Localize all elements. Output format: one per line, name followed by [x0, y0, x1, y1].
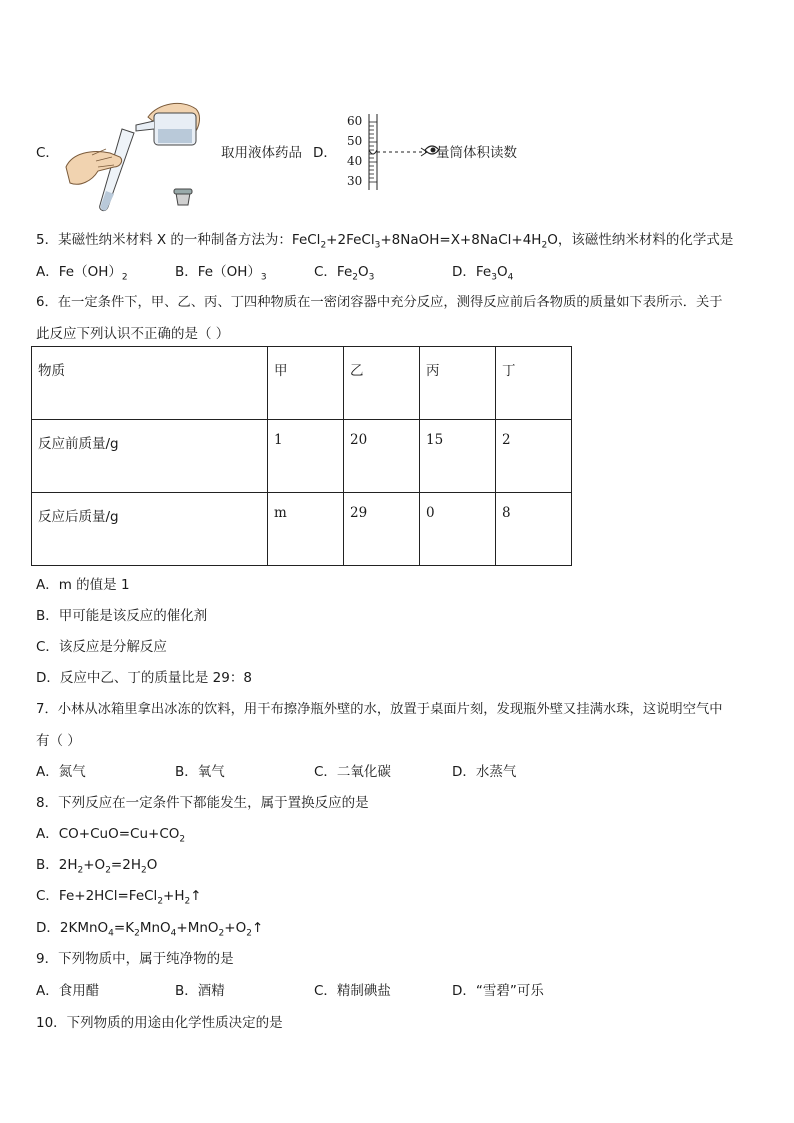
q5-option-b: B．$Fe(OH)_3$ [175, 264, 267, 283]
cylinder-tick-60: 60 [347, 114, 363, 128]
q4-optC-caption: 取用液体药品 [221, 145, 302, 161]
q7-option-a: A．氮气 [36, 764, 86, 780]
table-cell: 2 [496, 420, 572, 493]
q8-option-a: A．$CO+CuO=Cu+CO_2$ [36, 826, 186, 845]
q9-stem: 9．下列物质中，属于纯净物的是 [36, 951, 234, 967]
q8-option-c: C．$Fe+2HCl=FeCl_2+H_2↑$ [36, 888, 202, 907]
table-header-cell: 乙 [344, 347, 420, 420]
q6-option-a: A．m 的值是 1 [36, 577, 130, 593]
q6-stem-line1: 6．在一定条件下，甲、乙、丙、丁四种物质在一密闭容器中充分反应，测得反应前后各物质的质量如下表所示．关于 [36, 295, 723, 310]
q6-stem-line2: 此反应下列认识不正确的是（ ） [36, 326, 230, 342]
q6-option-c: C．该反应是分解反应 [36, 639, 167, 655]
q5-stem: 5．某磁性纳米材料 X 的一种制备方法为：$FeCl_2+2FeCl_3+8NaOH=X+8NaCl+4H_2O$，该磁性纳米材料的化学式是 [36, 232, 734, 251]
table-cell: 15 [420, 420, 496, 493]
table-header-cell: 物质 [32, 347, 268, 420]
q4-optC-label: C． [36, 145, 59, 161]
q7-stem-line1: 7．小林从冰箱里拿出冰冻的饮料，用干布擦净瓶外壁的水，放置于桌面片刻，发现瓶外壁又挂满水珠，这说明空气中 [36, 702, 723, 717]
table-cell: 29 [344, 493, 420, 566]
q4-optD-label: D． [313, 145, 337, 161]
cylinder-tick-30: 30 [347, 174, 363, 188]
table-header-cell: 丁 [496, 347, 572, 420]
table-row [32, 420, 572, 493]
table-cell: m [268, 493, 344, 566]
q7-stem-line2: 有（ ） [36, 733, 81, 749]
table-cell: 反应后质量/g [32, 493, 268, 566]
q9-option-a: A．食用醋 [36, 983, 100, 999]
q8-option-b: B．$2H_2+O_2=2H_2O$ [36, 857, 158, 876]
q8-stem: 8．下列反应在一定条件下都能发生，属于置换反应的是 [36, 795, 369, 811]
q5-option-c: C．$Fe_2O_3$ [314, 264, 375, 283]
pouring-liquid-figure [62, 95, 212, 215]
q5-option-a: A．$Fe(OH)_2$ [36, 264, 128, 283]
table-cell: 20 [344, 420, 420, 493]
q6-option-d: D．反应中乙、丁的质量比是 29：8 [36, 670, 252, 686]
q9-option-d: D．“雪碧”可乐 [452, 983, 544, 999]
q5-option-d: D．$Fe_3O_4$ [452, 264, 514, 283]
table-header-cell: 甲 [268, 347, 344, 420]
table-header-cell: 丙 [420, 347, 496, 420]
q9-option-b: B．酒精 [175, 983, 225, 999]
q7-option-c: C．二氧化碳 [314, 764, 391, 780]
cylinder-tick-50: 50 [347, 134, 363, 148]
table-row [32, 493, 572, 566]
mass-table [31, 346, 572, 566]
table-cell: 反应前质量/g [32, 420, 268, 493]
table-cell: 0 [420, 493, 496, 566]
table-cell: 8 [496, 493, 572, 566]
q4-optD-caption: 量筒体积读数 [436, 145, 517, 161]
q7-option-d: D．水蒸气 [452, 764, 517, 780]
q10-stem: 10．下列物质的用途由化学性质决定的是 [36, 1015, 283, 1031]
cylinder-tick-40: 40 [347, 154, 363, 168]
q9-option-c: C．精制碘盐 [314, 983, 391, 999]
q8-option-d: D．$2KMnO_4=K_2MnO_4+MnO_2+O_2↑$ [36, 920, 264, 939]
table-header-row [32, 347, 572, 420]
q7-option-b: B．氧气 [175, 764, 225, 780]
table-cell: 1 [268, 420, 344, 493]
q6-option-b: B．甲可能是该反应的催化剂 [36, 608, 208, 624]
cylinder-figure [343, 110, 433, 194]
